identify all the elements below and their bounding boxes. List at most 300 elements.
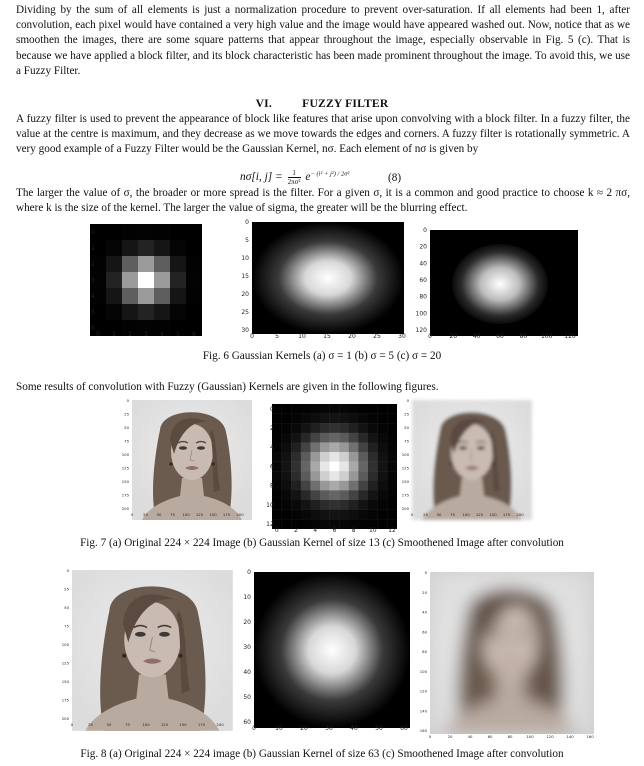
x-tick-label: 50 [375,725,383,732]
kernel-cell [358,423,368,433]
y-tick-label: 125 [121,465,129,471]
kernel-cell [339,433,349,443]
kernel-cell [330,490,340,500]
kernel-cell [330,433,340,443]
kernel-cell [330,423,340,433]
kernel-cell [154,288,170,304]
kernel-cell [301,490,311,500]
y-tick-label: 4 [91,293,95,300]
kernel-cell [106,224,122,240]
x-tick-label: 125 [195,512,204,517]
kernel-cell [320,462,330,472]
kernel-cell [291,452,301,462]
x-tick-label: 25 [88,722,93,727]
gaussian-formula [240,169,349,186]
kernel-cell [387,442,397,452]
x-tick-label: 60 [496,333,504,340]
earring [169,462,172,465]
intro-paragraph: Dividing by the sum of all elements is just a normalization procedure to prevent over-saturation. If all elements had been 1, after convolution, each pixel would have contained a very high value and the image would have appeared washed out. Now, notice that as we smoothen the images, there are some square patterns that appear throughout the image, especially observable in Fig. 5 (c). That is because we have applied a block filter, and its block characteristic has been made prominent throughout the image. To avoid this, we use a Fuzzy Filter. [16,4,630,77]
x-tick-label: 30 [398,333,406,340]
kernel-cell [106,288,122,304]
y-tick-label: 75 [64,623,69,629]
x-tick-label: 5 [176,331,180,338]
y-tick-label: 100 [121,452,129,457]
kernel-cell [122,224,138,240]
x-tick-label: 20 [447,734,453,739]
x-tick-label: 4 [160,331,164,338]
x-tick-label: 100 [526,734,534,739]
kernel-cell [387,481,397,491]
kernel-cell [387,462,397,472]
kernel-cell [291,462,301,472]
kernel-cell [282,519,292,529]
y-tick-label: 140 [419,708,427,714]
kernel-cell [349,414,359,424]
kernel-cell [320,452,330,462]
y-tick-label: 0 [245,219,249,226]
kernel-cell [387,404,397,414]
kernel-cell [339,490,349,500]
x-tick-label: 30 [325,725,333,732]
x-tick-label: 20 [449,333,458,340]
y-tick-label: 0 [126,398,129,403]
kernel-cell [349,500,359,510]
kernel-cell [339,510,349,520]
y-tick-label: 12 [266,521,274,528]
kernel-cell [339,442,349,452]
x-tick-label: 175 [502,512,511,517]
kernel-cell [378,510,388,520]
kernel-cell [186,224,202,240]
eye [517,634,528,639]
x-tick-label: 0 [252,725,256,732]
kernel-cell [272,471,282,481]
y-tick-label: 5 [245,237,249,244]
kernel-cell [368,510,378,520]
kernel-cell [138,256,154,272]
sigma-paragraph: The larger the value of σ, the broader or more spread is the filter. For a given σ, it is a common and good practice to choose k ≈ 2 πσ, where k is the size of the kernel. The larger the value of sigma, the greater will be the blurring effect. [16,187,630,215]
x-tick-label: 6 [332,527,337,534]
kernel-cell [310,452,320,462]
formula-lhs: nσ[i, j] = [240,171,283,184]
earring [211,462,214,465]
y-tick-label: 20 [422,589,427,595]
eye [197,446,205,450]
y-tick-label: 25 [124,411,129,417]
x-tick-label: 100 [182,512,190,517]
kernel-cell [378,462,388,472]
x-tick-label: 25 [373,333,381,340]
kernel-cell [378,519,388,529]
kernel-cell [378,490,388,500]
kernel-cell [301,481,311,491]
kernel-cell [310,433,320,443]
kernel-cell [339,452,349,462]
section-heading [0,97,644,110]
x-tick-label: 10 [275,725,283,732]
kernel-cell [282,414,292,424]
kernel-cell [339,414,349,424]
kernel-cell [154,272,170,288]
kernel-cell [170,272,186,288]
kernel-cell [368,442,378,452]
section-number: VI. [255,97,272,110]
kernel-cell [358,471,368,481]
kernel-cell [106,272,122,288]
x-tick-label: 75 [125,722,130,727]
y-tick-label: 80 [422,649,427,654]
kernel-cell [301,462,311,472]
kernel-cell [387,433,397,443]
x-tick-label: 160 [586,734,594,739]
kernel-cell [122,240,138,256]
x-tick-label: 100 [462,512,470,517]
kernel-cell [358,452,368,462]
formula-exponent: − (i² + j²) / 2σ² [310,170,350,178]
y-tick-label: 10 [241,255,249,262]
kernel-cell [358,510,368,520]
x-tick-label: 2 [128,331,132,338]
formula-num: 1 [288,169,301,178]
kernel-cell [291,414,301,424]
formula-den: 2πσ² [287,178,301,186]
y-tick-label: 160 [419,728,427,733]
x-tick-label: 100 [540,333,553,340]
kernel-cell [320,442,330,452]
x-tick-label: 0 [96,331,100,338]
x-tick-label: 175 [197,722,206,727]
kernel-cell [138,288,154,304]
kernel-cell [301,442,311,452]
fig6c-kernel-sigma20 [410,220,580,348]
x-tick-label: 200 [216,722,224,727]
x-tick-label: 100 [142,722,150,727]
x-tick-label: 140 [566,734,574,739]
kernel-cell [122,272,138,288]
kernel-cell [368,500,378,510]
kernel-cell [186,304,202,320]
fig7a-original-face [121,398,259,532]
y-tick-label: 10 [243,594,251,601]
kernel-cell [301,433,311,443]
y-tick-label: 3 [91,277,95,284]
kernel-cell [368,490,378,500]
kernel-cell [301,452,311,462]
y-tick-label: 60 [419,277,427,284]
kernel-cell [138,304,154,320]
x-tick-label: 4 [313,527,318,534]
x-tick-label: 150 [489,512,497,517]
x-tick-label: 20 [300,725,308,732]
y-tick-label: 0 [91,229,95,236]
kernel-cell [330,500,340,510]
kernel-cell [349,442,359,452]
kernel-cell [291,510,301,520]
kernel-cell [291,423,301,433]
kernel-cell [358,481,368,491]
kernel-cell [282,481,292,491]
y-tick-label: 150 [61,679,69,684]
kernel-cell [368,481,378,491]
y-tick-label: 50 [64,605,69,610]
y-tick-label: 0 [423,227,427,234]
kernel-cell [282,490,292,500]
kernel-cell [368,471,378,481]
kernel-cell [301,500,311,510]
kernel-cell [358,519,368,529]
kernel-cell [339,481,349,491]
y-tick-label: 10 [266,501,274,509]
kernel-cell [330,471,340,481]
y-tick-label: 100 [415,310,427,318]
kernel-cell [330,404,340,414]
y-tick-label: 30 [241,327,249,334]
kernel-cell [282,442,292,452]
y-tick-label: 75 [404,438,409,444]
x-tick-label: 80 [507,734,513,739]
y-tick-label: 0 [424,570,427,575]
y-tick-label: 150 [121,479,129,484]
kernel-image [252,222,404,334]
y-tick-label: 100 [61,642,69,647]
kernel-cell [186,256,202,272]
kernel-cell [368,462,378,472]
kernel-cell [310,490,320,500]
kernel-cell [387,452,397,462]
kernel-cell [310,442,320,452]
kernel-cell [387,510,397,520]
kernel-cell [282,500,292,510]
x-tick-label: 40 [472,333,481,340]
kernel-cell [138,272,154,288]
kernel-cell [291,404,301,414]
y-tick-label: 4 [269,444,274,452]
x-tick-label: 200 [516,512,524,517]
y-tick-label: 50 [124,425,129,430]
earring [178,654,182,658]
x-tick-label: 50 [106,722,112,727]
x-tick-label: 150 [209,512,217,517]
x-tick-label: 0 [70,722,74,727]
kernel-cell [387,490,397,500]
kernel-cell [349,481,359,491]
kernel-cell [330,442,340,452]
kernel-cell [378,433,388,443]
kernel-cell [310,414,320,424]
kernel-cell [310,462,320,472]
kernel-cell [349,490,359,500]
kernel-cell [310,500,320,510]
kernel-cell [122,304,138,320]
x-tick-label: 3 [144,331,148,338]
y-tick-label: 50 [243,694,251,701]
y-tick-label: 200 [401,506,409,511]
x-tick-label: 125 [160,722,169,727]
kernel-cell [154,240,170,256]
kernel-cell [272,490,282,500]
kernel-cell [301,471,311,481]
kernel-image [452,244,548,324]
kernel-cell [301,414,311,424]
kernel-cell [186,240,202,256]
kernel-cell [310,404,320,414]
earring [480,656,484,660]
kernel-cell [349,510,359,520]
y-tick-label: 40 [419,260,427,268]
eye [493,634,504,639]
x-tick-label: 0 [130,512,134,517]
kernel-cell [291,471,301,481]
kernel-cell [170,288,186,304]
x-tick-label: 40 [467,734,473,739]
x-tick-label: 0 [410,512,414,517]
kernel-cell [378,452,388,462]
kernel-cell [170,240,186,256]
kernel-cell [330,462,340,472]
y-tick-label: 0 [406,398,409,403]
kernel-cell [378,481,388,491]
fig8b-kernel-63 [240,568,416,746]
results-paragraph: Some results of convolution with Fuzzy (Gaussian) Kernels are given in the following figures. [16,381,439,393]
x-tick-label: 40 [350,725,358,732]
x-tick-label: 80 [519,333,528,340]
y-tick-label: 175 [401,492,409,498]
kernel-cell [378,414,388,424]
kernel-cell [339,404,349,414]
kernel-cell [349,462,359,472]
y-tick-label: 125 [401,465,409,471]
y-tick-label: 1 [91,245,95,252]
kernel-cell [320,481,330,491]
y-tick-label: 25 [241,309,249,316]
kernel-cell [282,433,292,443]
y-tick-label: 175 [121,492,129,498]
kernel-cell [320,490,330,500]
y-tick-label: 60 [243,719,251,726]
y-tick-label: 40 [422,609,427,615]
earring [491,462,494,465]
kernel-cell [170,304,186,320]
kernel-cell [378,423,388,433]
kernel-cell [320,519,330,529]
kernel-cell [320,423,330,433]
kernel-cell [358,442,368,452]
x-tick-label: 8 [351,527,356,534]
kernel-cell [368,452,378,462]
kernel-cell [291,433,301,443]
kernel-cell [282,423,292,433]
y-tick-label: 2 [91,261,95,268]
y-tick-label: 8 [269,482,274,490]
kernel-cell [358,433,368,443]
kernel-cell [106,304,122,320]
kernel-cell [186,288,202,304]
fig7-caption: Fig. 7 (a) Original 224 × 224 Image (b) Gaussian Kernel of size 13 (c) Smoothened Image after convolution [80,537,564,549]
kernel-cell [282,452,292,462]
x-tick-label: 50 [156,512,162,517]
x-tick-label: 125 [475,512,484,517]
y-tick-label: 25 [64,586,69,592]
kernel-cell [154,224,170,240]
kernel-cell [339,462,349,472]
kernel-cell [378,442,388,452]
y-tick-label: 175 [61,697,69,703]
kernel-cell [358,490,368,500]
y-tick-label: 20 [419,243,427,251]
kernel-cell [301,423,311,433]
fig7c-smoothed-face [401,398,536,532]
eye [459,446,467,450]
y-tick-label: 125 [61,660,69,666]
fig6-caption: Fig. 6 Gaussian Kernels (a) σ = 1 (b) σ = 5 (c) σ = 20 [202,350,442,362]
y-tick-label: 50 [404,425,409,430]
eye [135,632,146,637]
kernel-cell [358,500,368,510]
kernel-cell [291,490,301,500]
kernel-cell [349,433,359,443]
y-tick-label: 75 [124,438,129,444]
x-tick-label: 2 [294,527,298,534]
x-tick-label: 60 [400,725,408,732]
kernel-cell [154,256,170,272]
earring [449,462,452,465]
kernel-cell [272,452,282,462]
kernel-cell [106,240,122,256]
kernel-image [254,572,410,728]
y-tick-label: 25 [404,411,409,417]
earring [122,654,126,658]
x-tick-label: 120 [546,734,554,739]
kernel-cell [138,240,154,256]
eye [159,632,170,637]
fig8c-smoothed-face [416,568,598,746]
y-tick-label: 15 [241,273,249,280]
y-tick-label: 20 [241,291,249,298]
fuzzy-paragraph: A fuzzy filter is used to prevent the appearance of block like features that arise upon convolving with a block filter. In a fuzzy filter, the value at the centre is maximum, and they decrease as we move towards the edges and corners. A fuzzy filter is rotationally symmetric. A very good example of a Fuzzy Filter would be the Gaussian Kernel, nσ. Each element of nσ is given by [16,113,630,156]
x-tick-label: 75 [450,512,455,517]
kernel-cell [310,423,320,433]
kernel-cell [368,433,378,443]
kernel-cell [170,224,186,240]
y-tick-label: 80 [419,293,427,301]
kernel-cell [310,481,320,491]
kernel-cell [358,414,368,424]
kernel-cell [320,414,330,424]
y-tick-label: 5 [91,309,95,316]
x-tick-label: 25 [423,512,428,517]
fig6b-kernel-sigma5 [238,220,410,348]
kernel-cell [320,471,330,481]
kernel-cell [378,500,388,510]
kernel-cell [301,404,311,414]
kernel-cell [291,481,301,491]
kernel-cell [154,304,170,320]
x-tick-label: 10 [298,333,306,340]
y-tick-label: 100 [419,668,427,674]
kernel-cell [358,462,368,472]
kernel-cell [170,256,186,272]
kernel-cell [378,471,388,481]
kernel-cell [301,519,311,529]
x-tick-label: 1 [112,331,116,338]
y-tick-label: 0 [247,569,251,576]
x-tick-label: 150 [179,722,187,727]
kernel-cell [320,404,330,414]
y-tick-label: 60 [422,629,427,635]
kernel-cell [368,423,378,433]
x-tick-label: 0 [250,333,254,340]
kernel-cell [330,414,340,424]
